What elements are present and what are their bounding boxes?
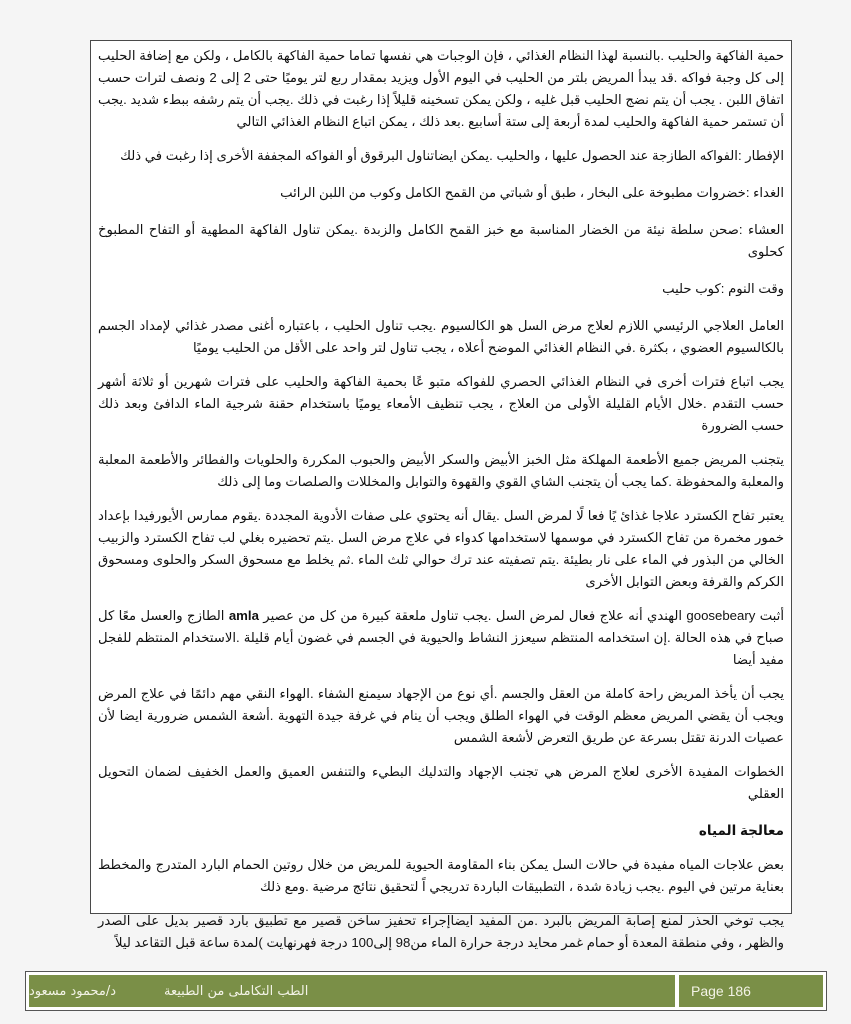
page-number: Page 186 [679,975,823,1007]
paragraph-avoid-cold: يجب توخي الحذر لمنع إصابة المريض بالبرد .من المفيد ايضاإجراء تحفيز ساخن قصير مع تطبيق بارد قصير بديل على الصدر والظهر ، وفي منطقة المعدة أو حمام غمر محايد درجة حرارة الماء من98 إلى100 درجة فهرنهايت )لمدة ساعة قبل التقاعد ليلاً [98,913,784,950]
amla-term: amla [228,608,259,623]
paragraph-rest-fresh-air: يجب أن يأخذ المريض راحة كاملة من العقل والجسم .أي نوع من الإجهاد سيمنع الشفاء .الهواء النقي مهم دائمًا في علاج المرض ويجب أن يقضي المريض معظم الوقت في الهواء الطلق ويجب أن ينام في غرفة جيدة التهوية .أشعة الشمس ضرورية ايضا لأن عصيات الدرنة تقتل بسرعة عن طريق التعرض لأشعة الشمس [98,686,784,745]
paragraph-other-steps: الخطوات المفيدة الأخرى لعلاج المرض هي تجنب الإجهاد والتدليك البطيء والتنفس العميق والعمل الخفيف لضمان التحويل العقلي [98,764,784,801]
paragraph-custard-apple: يعتبر تفاح الكسترد علاجا غذائ يًا فعا لًا لمرض السل .يقال أنه يحتوي على صفات الأدوية المجددة .يقوم ممارس الأيورفيدا بإعداد خمور مخمرة من تفاح الكسترد في موسمها لاستخدامها كدواء في علاج مرض السل .يتم تحضيره بغلي لب تفاح الكسترد والزبيب الخالي من البذور في الماء على نار بطيئة .يتم تصفيته عند ترك حوالي ثلث الماء .ثم يخلط مع مسحوق السكر والحلوى ومسحوق الكركم والقرفة وبعض التوابل الأخرى [98,508,784,589]
paragraph-gooseberry [98,605,784,671]
paragraph-water-treatments: بعض علاجات المياه مفيدة في حالات السل يمكن بناء المقاومة الحيوية للمريض من خلال روتين الحمام البارد المتدرج والمخطط بعناية مرتين في اليوم .يجب زيادة شدة ، التطبيقات الباردة تدريجي اً لتحقيق نتائج مرضية .ومع ذلك [98,857,784,894]
paragraph-bedtime: وقت النوم :كوب حليب [662,281,784,296]
footer-author: د/محمود مسعود [29,983,117,999]
section-heading-hydrotherapy: معالجة المياه [698,823,784,838]
paragraph-lunch: الغداء :خضروات مطبوخة على البخار ، طبق أو شباتي من القمح الكامل وكوب من اللبن الرائب [280,185,784,200]
paragraph-calcium: العامل العلاجي الرئيسي اللازم لعلاج مرض السل هو الكالسيوم .يجب تناول الحليب ، باعتباره أغنى مصدر غذائي لإمداد الجسم بالكالسيوم العضوي ، بكثرة .في النظام الغذائي الموضح أعلاه ، يجب تناول لتر واحد على الأقل من الحليب يوميًا [98,318,784,355]
paragraph-breakfast: الإفطار :الفواكه الطازجة عند الحصول عليها ، والحليب .يمكن ايضاتناول البرقوق أو الفواكه المجففة الأخرى إذا رغبت في ذلك [120,148,784,163]
footer-title-bar [29,975,675,1007]
gooseberry-text-after: الطازج والعسل معًا كل صباح في هذه الحالة .إن استخدامه المنتظم سيعزز النشاط والحيوية في الجسم في غضون أيام قليلة .الاستخدام المنتظم للفجل مفيد أيضا [98,608,784,667]
page-footer [25,971,827,1011]
paragraph-dinner: العشاء :صحن سلطة نيئة من الخضار المناسبة مع خبز القمح الكامل والزبدة .يمكن تناول الفاكهة المطهية أو التفاح المطبوخ كحلوى [98,222,784,259]
gooseberry-text-middle: الهندي أنه علاج فعال لمرض السل .يجب تناول ملعقة كبيرة من كل من عصير [258,608,687,623]
paragraph-fruit-milk-diet: حمية الفاكهة والحليب .بالنسبة لهذا النظام الغذائي ، فإن الوجبات هي نفسها تماما حمية الفاكهة بالكامل ، ولكن مع إضافة الحليب إلى كل وجبة فواكه .قد يبدأ المريض بلتر من الحليب في اليوم الأول ويزيد بمقدار ربع لتر يوميًا حتى 2 إلى 2 ونصف لترات حسب اتفاق اللبن . يجب أن يتم نضج الحليب قبل غليه ، ولكن يمكن تسخينه قليلاً إذا رغبت في ذلك .يجب أن يتم رشفه ببطء شديد .يجب أن تستمر حمية الفاكهة والحليب لمدة أربعة إلى ستة أسابيع .بعد ذلك ، يمكن اتباع النظام الغذائي التالي [98,48,784,129]
paragraph-avoid-foods: يتجنب المريض جميع الأطعمة المهلكة مثل الخبز الأبيض والسكر الأبيض والحبوب المكررة والحلويات والفطائر والأطعمة المعلبة والمعلبة والمحفوظة .كما يجب أن يتجنب الشاي القوي والقهوة والتوابل والمخللات والصلصات وما إلى ذلك [98,452,784,489]
paragraph-fruit-periods: يجب اتباع فترات أخرى في النظام الغذائي الحصري للفواكه متبو عًا بحمية الفاكهة والحليب على فترات شهرين أو ثلاثة أشهر حسب التقدم .خلال الأيام القليلة الأولى من العلاج ، يجب تنظيف الأمعاء يوميًا باستخدام حقنة شرجية الماء الدافئ وبعد ذلك حسب الضرورة [98,374,784,433]
gooseberry-term: goosebeary [686,608,756,623]
content-box [90,40,792,950]
gooseberry-text-before: أثبت [755,608,784,623]
footer-book-title: الطب التكاملى من الطبيعة [164,983,309,999]
